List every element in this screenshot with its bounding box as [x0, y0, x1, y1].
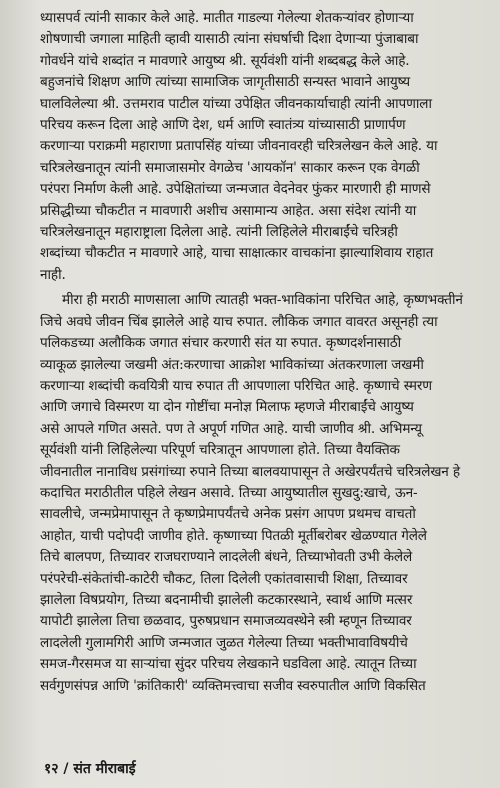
text-line: करणाऱ्या शब्दांची कवयित्री याच रुपात ती आपणाला परिचित आहे. कृष्णाचे स्मरण [40, 377, 432, 394]
text-line: घालविलेल्या श्री. उत्तमराव पाटील यांच्या उपेक्षित जीवनकार्याचाही त्यांनी आपणाला [40, 95, 432, 112]
text-line: कदाचित मराठीतील पहिले लेखन असावे. तिच्या आयुष्यातील सुखदु:खाचे, ऊन- [40, 484, 418, 501]
text-line: शब्दांच्या चौकटीत न मावणारे आहे, याचा साक्षात्कार वाचकांना झाल्याशिवाय राहात [40, 245, 434, 262]
text-line: ध्यासपर्व त्यांनी साकार केले आहे. मातीत गाडल्या गेलेल्या शेतकऱ्यांवर होणाऱ्या [40, 10, 414, 26]
text-line: तिचे बालपण, तिच्यावर राजघराण्याने लादलेली बंधने, तिच्याभोवती उभी केलेले [40, 549, 413, 566]
text-line: यापोटी झालेला तिचा छळवाद, पुरुषप्रधान समाजव्यवस्थेने स्त्री म्हणून तिच्यावर [40, 613, 412, 630]
text-line: जीवनातील नानाविध प्रसंगांच्या रुपाने तिच्या बालवयापासून ते अखेरपर्यंतचे चरित्रलेखन हे [40, 463, 460, 480]
text-line: परंपरा निर्माण केली आहे. उपेक्षितांच्या जन्मजात वेदनेवर फुंकर मारणारी ही माणसे [40, 181, 431, 198]
text-line: चरित्रलेखनातून महाराष्ट्राला दिलेला आहे. त्यांनी लिहिलेले मीराबाईंचे चरित्रही [40, 224, 398, 241]
text-line: असे आपले गणित असते. पण ते अपूर्ण गणित आहे. याची जाणीव श्री. अभिमन्यू [40, 420, 422, 437]
text-line: सर्वगुणसंपन्न आणि 'क्रांतिकारी' व्यक्तिमत्त्वाचा सजीव स्वरुपातील आणि विकसित [40, 677, 426, 694]
text-line: प्रसिद्धीच्या चौकटीत न मावणारी अशीच असामान्य आहेत. असा संदेश त्यांनी या [40, 202, 417, 219]
text-line: परिचय करून दिला आहे आणि देश, धर्म आणि स्वातंत्र्य यांच्यासाठी प्राणार्पण [40, 117, 406, 134]
text-line: नाही. [40, 266, 66, 283]
text-line: परंपरेची-संकेतांची-काटेरी चौकट, तिला दिलेली एकांतवासाची शिक्षा, तिच्यावर [40, 570, 408, 587]
text-line: सावलीचे, जन्मप्रेमापासून ते कृष्णप्रेमापर्यंतचे अनेक प्रसंग आपण प्रथमच वाचतो [40, 506, 416, 523]
text-line: आहोत, याची पदोपदी जाणीव होते. कृष्णाच्या पितळी मूर्तीबरोबर खेळण्यात गेलेले [40, 527, 427, 544]
text-line: चरित्रलेखनातून त्यांनी समाजासमोर वेगळेच 'आयकॉन' साकार करून एक वेगळी [40, 159, 420, 176]
text-line: लादलेली गुलामगिरी आणि जन्मजात जुळत गेलेल्या तिच्या भक्तीभावाविषयीचे [40, 634, 408, 651]
paragraph-2 [40, 290, 474, 697]
text-line: बहुजनांचे शिक्षण आणि त्यांच्या सामाजिक जागृतीसाठी सन्यस्त भावाने आयुष्य [40, 74, 410, 91]
text-line: गोवर्धने यांचे शब्दांत न मावणारे आयुष्य श्री. सूर्यवंशी यांनी शब्दबद्ध केले आहे. [40, 52, 410, 69]
text-line: शोषणाची जगाला माहिती व्हावी यासाठी त्यांना संघर्षाची दिशा देणाऱ्या पुंजाबाबा [40, 31, 419, 48]
page-footer: १२ / संत मीराबाई [44, 761, 136, 777]
text-line: सूर्यवंशी यांनी लिहिलेल्या परिपूर्ण चरित्रातून आपणाला होते. तिच्या वैयक्तिक [40, 442, 400, 459]
text-line: आणि जगाचे विस्मरण या दोन गोष्टींचा मनोज्ञ मिलाफ म्हणजे मीराबाईंचे आयुष्य [40, 399, 414, 416]
text-line: मीरा ही मराठी माणसाला आणि त्यातही भक्त-भाविकांना परिचित आहे, कृष्णभक्तीनं [62, 292, 463, 309]
text-line: पलिकडच्या अलौकिक जगात संचार करणारी संत या रुपात. कृष्णदर्शनासाठी [40, 335, 402, 352]
text-line: करणाऱ्या पराक्रमी महाराणा प्रतापसिंह यांच्या जीवनावरही चरित्रलेखन केले आहे. या [40, 138, 438, 155]
text-line: झालेला विषप्रयोग, तिच्या बदनामीची झालेली कटकारस्थाने, स्वार्थ आणि मत्सर [40, 591, 413, 608]
text-line: जिचे अवघे जीवन चिंब झालेले आहे याच रुपात. लौकिक जगात वावरत असूनही त्या [40, 313, 438, 330]
text-line: समज-गैरसमज या साऱ्यांचा सुंदर परिचय लेखकाने घडविला आहे. त्यातून तिच्या [40, 656, 417, 673]
text-line: व्याकूळ झालेल्या जखमी अंत:करणाचा आक्रोश भाविकांच्या अंतकरणाला जखमी [40, 356, 424, 373]
paragraph-1 [40, 8, 474, 286]
